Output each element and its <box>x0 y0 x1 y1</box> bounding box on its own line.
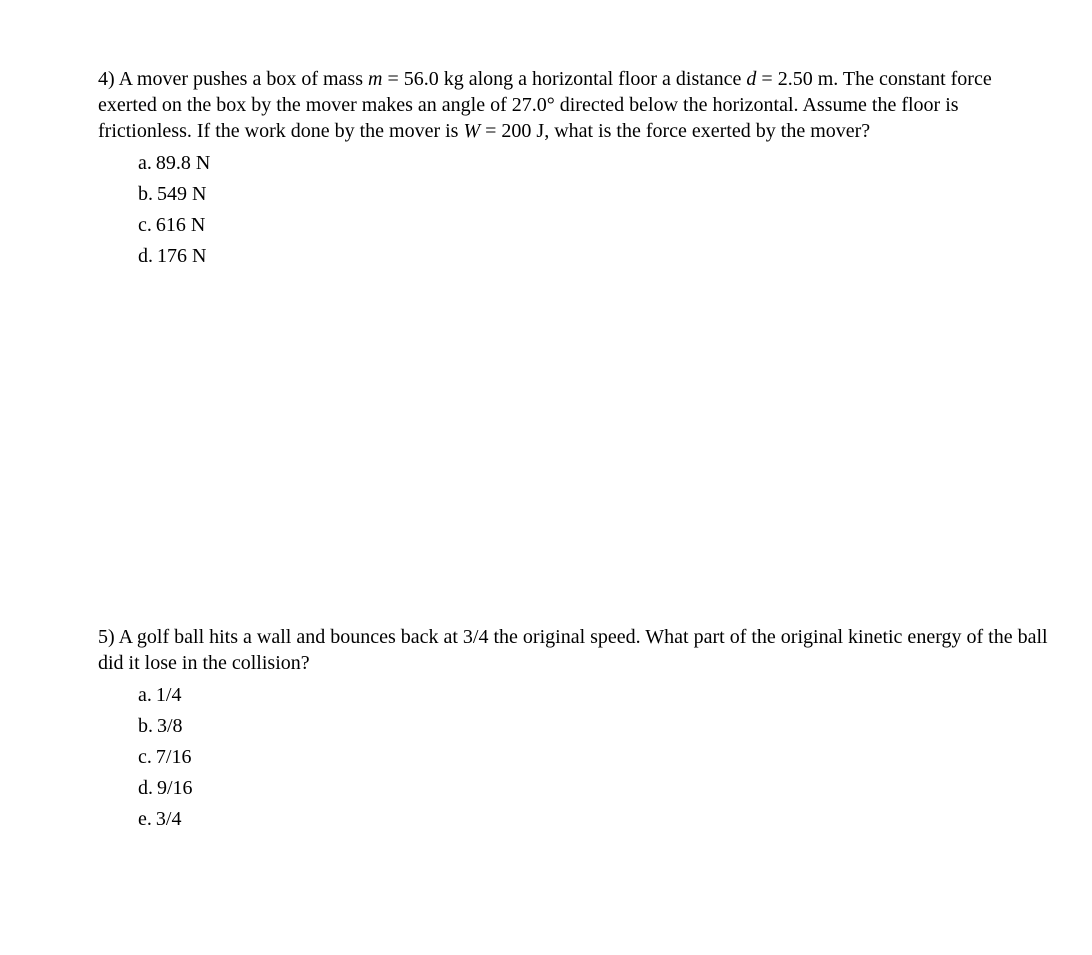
option-letter: a. <box>138 152 152 174</box>
option-text: 176 N <box>157 245 207 267</box>
option-a <box>138 680 1048 711</box>
option-letter: c. <box>138 746 152 768</box>
option-letter: d. <box>138 245 153 267</box>
option-text: 7/16 <box>155 746 192 768</box>
option-letter: b. <box>138 183 153 205</box>
answer-options <box>98 148 1048 272</box>
question-5 <box>98 624 1048 835</box>
option-letter: c. <box>138 214 152 236</box>
option-text: 1/4 <box>155 684 182 706</box>
option-letter: e. <box>138 808 152 830</box>
variable-w: W <box>463 120 481 142</box>
stem-text: = 56.0 kg along a horizontal floor a distance <box>382 68 747 90</box>
option-c <box>138 210 1048 241</box>
answer-options <box>98 680 1048 835</box>
option-b <box>138 179 1048 210</box>
option-text: 9/16 <box>157 777 193 799</box>
question-4 <box>98 66 1048 272</box>
variable-m: m <box>368 68 383 90</box>
variable-d: d <box>746 68 757 90</box>
stem-text: = 2.50 m. The constant force exerted on the box by the mover makes an angle of 27.0° directed below the horizontal. Assume the floor is frictionless. If the work done by the mover is <box>98 68 992 142</box>
question-4-stem <box>98 66 1048 144</box>
option-b <box>138 711 1048 742</box>
option-text: 3/8 <box>157 715 183 737</box>
question-number: 5) <box>98 626 115 648</box>
question-5-stem <box>98 624 1048 676</box>
option-e <box>138 804 1048 835</box>
option-text: 3/4 <box>155 808 182 830</box>
option-letter: a. <box>138 684 152 706</box>
option-letter: d. <box>138 777 153 799</box>
question-number: 4) <box>98 68 115 90</box>
stem-text: = 200 J, what is the force exerted by the mover? <box>480 120 871 142</box>
option-d <box>138 241 1048 272</box>
option-c <box>138 742 1048 773</box>
option-letter: b. <box>138 715 153 737</box>
option-text: 89.8 N <box>155 152 211 174</box>
stem-text: A golf ball hits a wall and bounces back at 3/4 the original speed. What part of the original kinetic energy of the ball did it lose in the collision? <box>98 626 1048 674</box>
option-text: 616 N <box>155 214 206 236</box>
option-text: 549 N <box>157 183 207 205</box>
option-d <box>138 773 1048 804</box>
stem-text: A mover pushes a box of mass <box>118 68 368 90</box>
option-a <box>138 148 1048 179</box>
